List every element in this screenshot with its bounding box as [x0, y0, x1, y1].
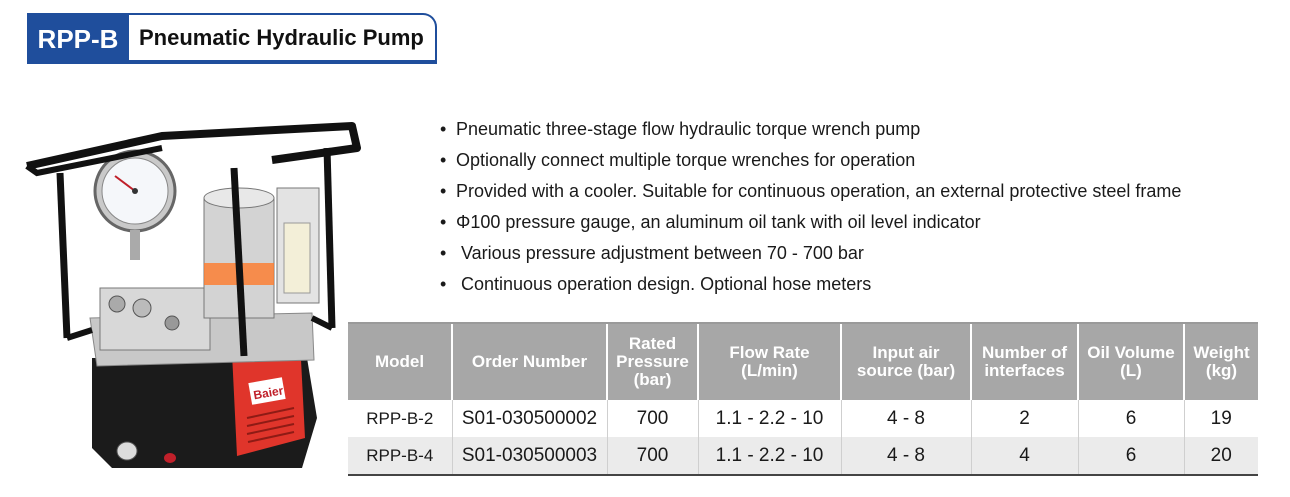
- column-header-oil-volume: Oil Volume (L): [1078, 323, 1184, 400]
- feature-item: [440, 238, 1181, 269]
- table-cell: 4 - 8: [841, 400, 971, 437]
- spec-table: [348, 322, 1258, 476]
- feature-text: Provided with a cooler. Suitable for continuous operation, an external protective steel frame: [456, 181, 1182, 201]
- product-header: [27, 13, 437, 64]
- table-cell: RPP-B-2: [348, 400, 452, 437]
- bullet-icon: •: [440, 119, 447, 139]
- table-cell: RPP-B-4: [348, 437, 452, 475]
- column-header-input-air: Input air source (bar): [841, 323, 971, 400]
- column-header-interfaces: Number of interfaces: [971, 323, 1078, 400]
- column-header-model: Model: [348, 323, 452, 400]
- feature-list: [440, 114, 1181, 300]
- column-header-flow-rate: Flow Rate (L/min): [698, 323, 841, 400]
- feature-item: [440, 176, 1181, 207]
- table-cell: 1.1 - 2.2 - 10: [698, 400, 841, 437]
- header-underline: [129, 60, 437, 64]
- bullet-icon: •: [440, 274, 447, 294]
- table-header-row: [348, 323, 1258, 400]
- table-cell: 19: [1184, 400, 1258, 437]
- bullet-icon: •: [440, 212, 447, 232]
- table-cell: 6: [1078, 437, 1184, 475]
- feature-text: Various pressure adjustment between 70 - 700 bar: [456, 243, 864, 263]
- table-cell: S01-030500003: [452, 437, 607, 475]
- table-cell: 1.1 - 2.2 - 10: [698, 437, 841, 475]
- feature-item: [440, 114, 1181, 145]
- feature-item: [440, 207, 1181, 238]
- table-row: [348, 437, 1258, 475]
- feature-text: Continuous operation design. Optional hose meters: [456, 274, 872, 294]
- bullet-icon: •: [440, 243, 447, 263]
- table-cell: 700: [607, 437, 698, 475]
- feature-item: [440, 269, 1181, 300]
- table-row: [348, 400, 1258, 437]
- table-cell: 700: [607, 400, 698, 437]
- pump-product-image: [22, 118, 367, 480]
- feature-text: Optionally connect multiple torque wrenches for operation: [456, 150, 916, 170]
- brand-label: Baier: [252, 383, 285, 403]
- feature-item: [440, 145, 1181, 176]
- feature-text: Φ100 pressure gauge, an aluminum oil tank with oil level indicator: [456, 212, 981, 232]
- bullet-icon: •: [440, 181, 447, 201]
- table-cell: 2: [971, 400, 1078, 437]
- table-cell: 6: [1078, 400, 1184, 437]
- model-code-badge: RPP-B: [27, 13, 129, 64]
- column-header-weight: Weight (kg): [1184, 323, 1258, 400]
- page-title: Pneumatic Hydraulic Pump: [129, 13, 437, 60]
- bullet-icon: •: [440, 150, 447, 170]
- table-cell: 4: [971, 437, 1078, 475]
- table-cell: S01-030500002: [452, 400, 607, 437]
- table-cell: 4 - 8: [841, 437, 971, 475]
- feature-text: Pneumatic three-stage flow hydraulic torque wrench pump: [456, 119, 921, 139]
- column-header-order-number: Order Number: [452, 323, 607, 400]
- column-header-rated-pressure: Rated Pressure (bar): [607, 323, 698, 400]
- table-cell: 20: [1184, 437, 1258, 475]
